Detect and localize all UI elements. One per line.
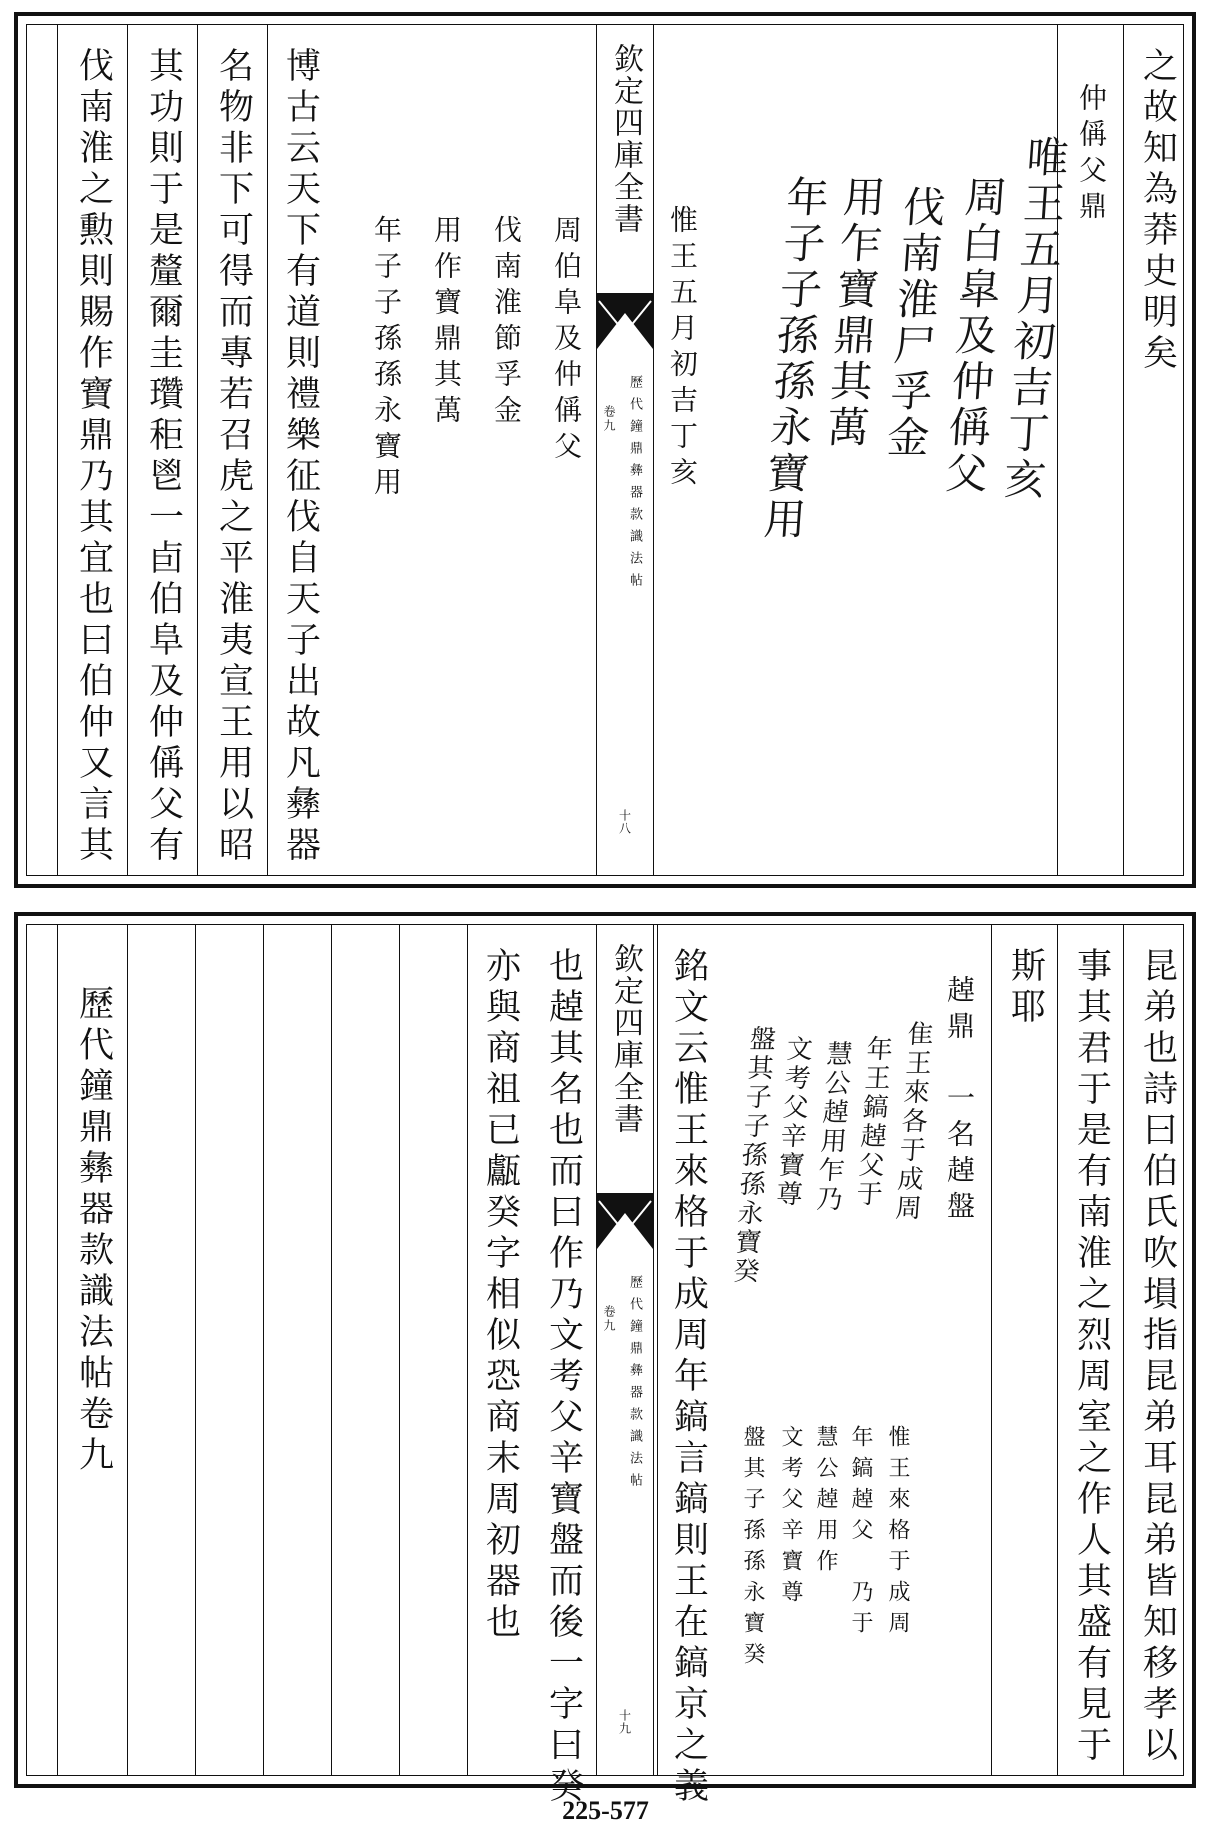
top-page-panel: [14, 12, 1196, 888]
transcription-2: 周伯阜及仲偁父: [550, 215, 583, 467]
commentary-col-1: [267, 25, 332, 875]
commentary-line-2: 名物非下可得而專若召虎之平淮夷宣王用以昭: [213, 47, 254, 867]
empty-col-5: [127, 925, 196, 1775]
seal-line-1: 唯王五月初吉丁亥: [996, 135, 1071, 503]
spine-section-title: 歷代鐘鼎彝器款識法帖: [627, 375, 642, 595]
seal2-line-1: 隹王來各于成周: [889, 1020, 935, 1223]
empty-col-1: [399, 925, 468, 1775]
seal-line-4: 用乍寶鼎其萬: [819, 175, 888, 451]
spine-book-title: 欽定四庫全書: [608, 43, 643, 235]
center-spine: [596, 25, 654, 875]
continued-line-1: 昆弟也詩曰伯氏吹塤指昆弟耳昆弟皆知移孝以: [1137, 947, 1178, 1767]
transcription2-col-2: [842, 925, 878, 1775]
transcription2-5: 盤其子孫孫永寶癸: [740, 1425, 765, 1673]
spine-volume-2: 卷九: [602, 1305, 616, 1333]
transcription2-col-1: [877, 925, 917, 1775]
transcription2-col-3: [807, 925, 843, 1775]
transcription-1: 惟王五月初吉丁亥: [666, 205, 699, 493]
column-vessel-title-2: [927, 925, 991, 1775]
seal2-line-2: 年王鎬趠父于: [850, 1035, 894, 1209]
note-col-3: [467, 925, 532, 1775]
empty-col-2: [331, 925, 400, 1775]
note-line-1: 銘文云惟王來格于成周年鎬言鎬則王在鎬京之義: [668, 947, 709, 1808]
seal-line-3: 伐南淮尸孚金: [879, 185, 948, 461]
commentary-line-1: 博古云天下有道則禮樂征伐自天子出故凡彝器: [280, 47, 321, 867]
commentary-col-3: [127, 25, 198, 875]
continued-col-3: [991, 925, 1058, 1775]
transcription-col-3: [477, 25, 535, 875]
center-spine-2: [596, 925, 654, 1775]
spine-section-title-2: 歷代鐘鼎彝器款識法帖: [627, 1275, 642, 1495]
seal2-line-3: 慧公趠用乍乃: [810, 1040, 854, 1214]
note-col-2: [532, 925, 594, 1808]
transcription-4: 用作寶鼎其萬: [430, 215, 463, 431]
seal2-line-5: 盤其子子孫孫永寶癸: [727, 1025, 777, 1286]
transcription2-4: 文考父辛寶尊: [778, 1425, 803, 1611]
transcription-col-1: [652, 25, 712, 875]
commentary-col-4: [57, 25, 128, 875]
transcription2-col-5: [732, 925, 772, 1775]
empty-col-3: [263, 925, 332, 1775]
empty-col-4: [195, 925, 264, 1775]
spine-volume: 卷九: [602, 405, 616, 433]
top-page-frame: [26, 24, 1184, 876]
vessel-title-2: 趠鼎 一名趠盤: [943, 975, 976, 1227]
transcription2-3: 慧公趠用作: [813, 1425, 838, 1580]
transcription2-col-4: [772, 925, 808, 1775]
continued-col-1: [1123, 925, 1190, 1775]
continued-col-2: [1057, 925, 1124, 1775]
seal-line-5: 年子子孫孫永寶用: [756, 175, 831, 543]
seal-line-2: 周白皐及仲偁父: [937, 175, 1010, 497]
column-right-1: [1123, 25, 1190, 875]
note-line-3: 亦與商祖已甗癸字相似恐商末周初器也: [480, 947, 521, 1644]
page-number: 225-577: [562, 1796, 649, 1825]
fish-tail-mark: [597, 293, 653, 349]
transcription-5: 年子子孫孫永寶用: [370, 215, 403, 503]
transcription2-2: 年鎬趠父 乃于: [848, 1425, 873, 1642]
seal-inscription-area: [717, 25, 1071, 875]
commentary-line-3: 其功則于是釐爾圭瓚秬鬯一卣伯阜及仲偁父有: [143, 47, 184, 867]
transcription-col-2: [537, 25, 595, 875]
end-title-col: [57, 925, 128, 1775]
continued-line-3: 斯耶: [1005, 947, 1046, 1029]
fish-tail-mark-2: [597, 1193, 653, 1249]
bottom-page-panel: [14, 912, 1196, 1808]
transcription2-1: 惟王來格于成周: [885, 1425, 910, 1642]
spine-page-number: 十八: [617, 809, 632, 835]
vessel-title: 仲偁父鼎: [1075, 83, 1108, 227]
transcription-3: 伐南淮節孚金: [490, 215, 523, 431]
transcription-col-4: [417, 25, 475, 875]
continued-line-2: 事其君于是有南淮之烈周室之作人其盛有見于: [1071, 947, 1112, 1767]
commentary-col-2: [197, 25, 268, 875]
end-title: 歷代鐘鼎彝器款識法帖卷九: [73, 985, 114, 1477]
commentary-line-4: 伐南淮之勲則賜作寶鼎乃其宜也曰伯仲又言其: [73, 47, 114, 867]
bottom-page-frame: [26, 924, 1184, 1808]
note-col-1: [657, 925, 718, 1808]
seal2-line-4: 文考父辛寶尊: [770, 1035, 814, 1209]
transcription-col-5: [357, 25, 415, 875]
note-line-2: 也趠其名也而曰作乃文考父辛寶盤而後一字曰癸: [543, 947, 584, 1808]
spine-book-title-2: 欽定四庫全書: [608, 943, 643, 1135]
spine-page-number-2: 十九: [617, 1709, 632, 1735]
text-right-1: 之故知為莽史明矣: [1137, 47, 1178, 375]
